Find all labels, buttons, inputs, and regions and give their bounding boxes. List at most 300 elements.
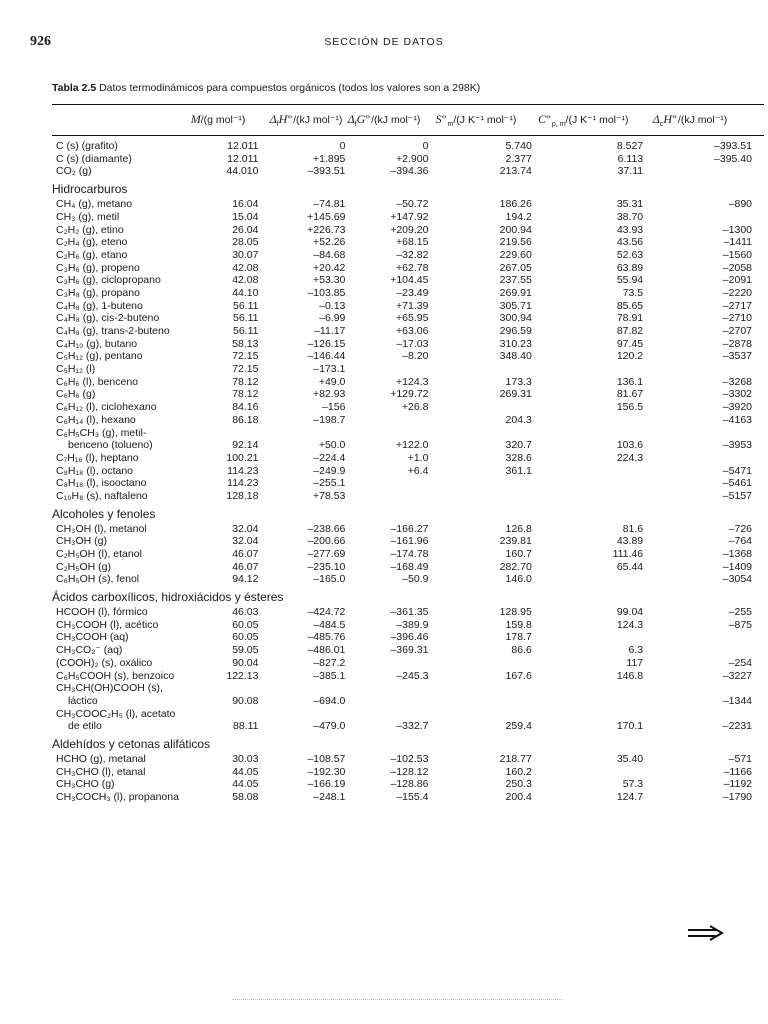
cell-fh: +226.73 [307,223,346,236]
compound-name: CH₃CHO (l), etanal [56,765,146,778]
cell-fh: –224.4 [313,451,346,464]
cell-fg: +68.15 [396,236,429,249]
cell-fh: –486.01 [307,644,346,657]
cell-s: 305.71 [499,299,532,312]
cell-m [188,426,275,439]
table-row [52,573,764,586]
cell-fg: –369.31 [390,644,429,657]
cell-fg: +122.0 [396,439,429,452]
cell-s: 204.3 [505,413,532,426]
cell-fh: +82.93 [312,388,346,401]
cell-fg [357,414,450,427]
cell-m: 42.08 [232,261,259,274]
cell-fg: –394.36 [390,165,429,178]
cell-s: 160.7 [505,548,532,561]
cell-ch: –5461 [722,477,752,490]
cell-cp: 35.31 [616,198,644,211]
table-row [52,791,764,804]
cell-fg [357,682,450,695]
cell-s: 186.26 [499,198,532,211]
cell-s [450,708,571,721]
cell-m [188,682,275,695]
cell-s: 296.59 [499,325,532,338]
cell-fg [357,490,450,503]
cell-fh: +53.30 [312,274,346,287]
right-double-arrow-icon [688,925,724,941]
cell-m: 92.14 [232,439,259,452]
cell-ch [691,452,764,465]
cell-cp [572,477,691,490]
cell-cp: 103.6 [616,439,644,452]
cell-cp: 38.70 [616,210,644,223]
cell-cp: 73.5 [622,286,644,299]
cell-ch: –571 [728,752,752,765]
cell-ch: –2220 [722,286,752,299]
cell-m: 32.04 [232,535,259,548]
cell-ch: –1300 [722,223,752,236]
compound-name: C₂H₄ (g), eteno [56,236,128,249]
cell-ch [691,165,764,178]
cell-fh: –84.68 [313,248,346,261]
cell-ch: –1344 [722,694,752,707]
table-row [52,778,764,791]
cell-fg: –17.03 [396,337,429,350]
compound-name: C₂H₂ (g), etino [56,223,124,236]
cell-m: 30.03 [232,752,259,765]
cell-cp [572,708,691,721]
cell-fg [357,695,450,708]
cell-fh: –200.66 [307,535,346,548]
compound-name: C₄H₈ (g), trans-2-buteno [56,325,170,338]
cell-fh: +49.0 [318,375,346,388]
cell-fg: +147.92 [390,210,429,223]
cell-fh: –126.15 [307,337,346,350]
cell-fg: –166.27 [390,522,429,535]
cell-fh [274,426,357,439]
table-label: Tabla 2.5 [52,82,97,94]
cell-s: 269.31 [499,388,532,401]
compound-name: CH₄ (g), metano [56,198,133,211]
cell-cp: 43.89 [616,535,644,548]
table-row [52,490,764,503]
cell-s: 259.4 [505,720,532,733]
compound-name: CH₃OH (l), metanol [56,522,147,535]
cell-fg: +209.20 [390,223,429,236]
cell-m: 44.010 [226,165,259,178]
cell-ch: –726 [728,522,752,535]
cell-fh: –6.99 [319,312,346,325]
cell-cp: 97.45 [616,337,644,350]
cell-cp: 81.6 [622,522,644,535]
cell-cp: 78.91 [616,312,644,325]
cell-cp: 43.56 [616,236,644,249]
cell-fg [357,708,450,721]
cell-ch: –5157 [722,489,752,502]
compound-name: CH₃COCH₃ (l), propanona [56,791,179,804]
table-top-rule [52,104,764,105]
table-row [52,388,764,401]
cell-cp: 156.5 [616,401,644,414]
header-heat-capacity: $C^⦵_{p, m}/(J$ K⁻¹ mol⁻¹) [538,112,629,129]
cell-m: 94.12 [232,573,259,586]
table-row [52,682,764,695]
group-heading: Aldehídos y cetonas alifáticos [52,736,211,751]
cell-fh: –277.69 [307,548,346,561]
cell-s: 229.60 [499,248,532,261]
cell-m: 100.21 [226,451,259,464]
cell-fg: +26.8 [401,401,429,414]
compound-name: C₆H₁₂ (l), ciclohexano [56,401,157,414]
cell-fh: –173.1 [313,363,346,376]
cell-s [450,477,571,490]
cell-m: 42.08 [232,274,259,287]
cell-cp [572,465,691,478]
cell-s: 160.2 [505,765,532,778]
cell-fg [357,426,450,439]
cell-m: 90.04 [232,656,259,669]
cell-fh: –827.2 [313,656,346,669]
compound-name: C₆H₆ (l), benceno [56,375,139,388]
compound-name: C₅H₁₂ (g), pentano [56,350,143,363]
cell-m: 30.07 [232,248,259,261]
table-row [52,325,764,338]
cell-m: 88.11 [232,720,259,733]
cell-m: 58.08 [232,791,259,804]
cell-m: 46.07 [232,548,259,561]
cell-fh: –103.85 [307,286,346,299]
compound-name: C₂H₅OH (l), etanol [56,548,142,561]
cell-s: 300.94 [499,312,532,325]
table-row [52,766,764,779]
table-row [52,452,764,465]
cell-fh: –156 [322,401,346,414]
compound-name: C₃H₆ (g), ciclopropano [56,274,161,287]
compound-name: CH₃ (g), metil [56,210,120,223]
header-gibbs-formation: $\Delta_fG^⦵/(kJ$ mol⁻¹) [347,112,421,129]
cell-m: 90.08 [232,694,259,707]
cell-fh: –198.7 [313,413,346,426]
cell-fh: +1.895 [312,152,346,165]
cell-s: 194.2 [505,210,532,223]
cell-m: 122.13 [226,669,259,682]
cell-cp [572,490,691,503]
cell-fg [357,363,450,376]
header-entropy: $S^⦵_m/(J$ K⁻¹ mol⁻¹) [435,112,517,129]
cell-cp: 37.11 [617,165,644,178]
cell-s: 239.81 [499,535,532,548]
cell-m: 72.15 [232,363,259,376]
cell-s: 173.3 [505,375,532,388]
cell-fg: –128.86 [390,778,429,791]
header-enthalpy-formation: $\Delta_fH^⦵/(kJ$ mol⁻¹) [269,112,343,129]
table-row [52,439,764,452]
cell-ch: –890 [728,198,752,211]
compound-name: C₆H₅OH (s), fenol [56,573,140,586]
cell-m: 56.11 [232,299,259,312]
cell-ch: –3920 [722,401,752,414]
cell-fg: –361.35 [390,606,429,619]
table-row [52,363,764,376]
cell-cp [572,426,691,439]
thermo-data-table [52,140,764,804]
cell-s: 310.23 [499,337,532,350]
cell-ch: –1790 [722,791,752,804]
cell-s: 128.95 [499,606,532,619]
table-row [52,619,764,632]
cell-s: 200.4 [505,791,532,804]
cell-fh: –235.10 [307,560,346,573]
compound-name: C₁₀H₈ (s), naftaleno [56,489,148,502]
cell-s: 218.77 [499,752,532,765]
cell-m: 46.03 [232,606,259,619]
cell-fg: +63.06 [396,325,429,338]
cell-m: 114.23 [227,464,259,477]
compound-name: C₈H₁₈ (l), octano [56,464,134,477]
cell-fg: –8.20 [402,350,429,363]
cell-fg: –168.49 [390,560,429,573]
table-row [52,477,764,490]
cell-s [450,490,571,503]
cell-s: 146.0 [505,573,532,586]
table-header-rule [52,135,764,136]
cell-s: 159.8 [505,618,532,631]
compound-name: C₄H₁₀ (g), butano [56,337,138,350]
table-row [52,561,764,574]
cell-s: 328.6 [505,451,532,464]
table-caption-text: Datos termodinámicos para compuestos orgánicos (todos los valores son a 298K) [99,82,481,94]
cell-fh: +78.53 [312,489,346,502]
cell-m: 44.10 [232,286,259,299]
compound-name: HCHO (g), metanal [56,752,146,765]
cell-ch: –393.51 [714,140,752,153]
cell-s: 250.3 [505,778,532,791]
cell-ch: –395.40 [714,152,752,165]
cell-fh: –484.5 [313,618,346,631]
cell-s [450,682,571,695]
cell-s [450,363,571,376]
cell-s: 237.55 [499,274,532,287]
page-number: 926 [30,34,51,49]
compound-name: CH₃OH (g) [56,535,107,548]
table-row [52,708,764,721]
compound-name: CH₃CH(OH)COOH (s), [56,682,163,695]
compound-name: C₂H₆ (g), etano [56,248,128,261]
cell-cp [572,631,691,644]
compound-name: C₆H₁₄ (l), hexano [56,413,136,426]
cell-cp: 35.40 [616,752,644,765]
header-molar-mass: M/(g mol⁻¹) [190,112,246,126]
cell-fg [357,477,450,490]
cell-s: 2.377 [505,152,532,165]
cell-s: 167.6 [505,669,532,682]
cell-fh: –165.0 [313,573,346,586]
compound-name: benceno (tolueno) [68,439,153,452]
cell-cp: 63.89 [616,261,644,274]
cell-ch: –2710 [722,312,752,325]
compound-name: CH₃COOC₂H₅ (l), acetato [56,707,176,720]
cell-cp: 124.3 [616,618,644,631]
cell-cp: 6.113 [617,152,644,165]
cell-s: 267.05 [499,261,532,274]
cell-fg: –50.9 [402,573,429,586]
cell-ch: –2707 [722,325,752,338]
cell-m: 56.11 [232,325,259,338]
group-heading: Ácidos carboxílicos, hidroxiácidos y ésteres [52,590,284,604]
cell-cp: 136.1 [616,375,644,388]
cell-fh: –485.76 [307,631,346,644]
compound-name: CH₃CO₂⁻ (aq) [56,644,123,657]
cell-m: 44.05 [232,765,259,778]
cell-cp [572,682,691,695]
cell-ch [691,644,764,657]
cell-fh: –0.13 [319,299,346,312]
cell-ch [691,631,764,644]
cell-s: 126.8 [505,522,532,535]
cell-cp [572,363,691,376]
table-row [52,631,764,644]
cell-fg: +104.45 [390,274,429,287]
cell-fh: –74.81 [313,198,346,211]
cell-fg: –128.12 [390,765,429,778]
cell-ch: –3054 [722,573,752,586]
cell-ch: –875 [728,618,752,631]
table-group-heading [52,178,764,198]
cell-m: 28.05 [232,236,259,249]
cell-m: 128.18 [226,489,259,502]
cell-m: 56.11 [232,312,259,325]
cell-m: 16.04 [232,198,259,211]
cell-fh: +145.69 [307,210,346,223]
compound-name: C₄H₈ (g), 1-buteno [56,299,143,312]
cell-fh: –249.9 [313,464,346,477]
cell-s: 5.740 [505,140,532,153]
footer-rule [232,999,562,1000]
cell-cp: 117 [626,656,644,669]
cell-fg: +71.39 [396,299,429,312]
cell-ch [691,708,764,721]
compound-name: (COOH)₂ (s), oxálico [56,656,153,669]
cell-cp: 224.3 [616,451,644,464]
cell-fh: +52.26 [312,236,346,249]
cell-cp: 6.3 [628,644,644,657]
cell-fg: +6.4 [407,464,429,477]
cell-fg: +124.3 [396,375,429,388]
cell-fh: –166.19 [307,778,346,791]
table-row [52,287,764,300]
table-row [52,274,764,287]
cell-ch [691,682,764,695]
compound-name: HCOOH (l), fórmico [56,606,148,619]
cell-fh: –385.1 [313,669,346,682]
cell-cp: 170.1 [616,720,644,733]
compound-name: CH₃CHO (g) [56,778,115,791]
compound-name: láctico [68,694,98,707]
cell-ch: –1560 [722,248,752,261]
cell-m: 26.04 [232,223,259,236]
table-row [52,300,764,313]
cell-fh: +20.42 [312,261,346,274]
cell-fg: –161.96 [390,535,429,548]
table-row [52,548,764,561]
table-row [52,657,764,670]
cell-cp [572,414,691,427]
compound-name: C₅H₁₂ (l) [56,363,96,376]
table-row [52,376,764,389]
cell-m: 72.15 [232,350,259,363]
table-row [52,669,764,682]
table-row [52,414,764,427]
cell-fh: –393.51 [307,165,346,178]
table-group-heading [52,733,764,753]
cell-m: 46.07 [232,560,259,573]
cell-fg: 0 [422,140,429,153]
cell-s [450,401,571,414]
compound-name: CH₃COOH (aq) [56,631,129,644]
cell-cp: 99.04 [616,606,644,619]
cell-m: 58.13 [232,337,259,350]
table-row [52,140,764,153]
cell-ch: –2231 [722,720,752,733]
cell-s: 348.40 [499,350,532,363]
group-heading: Alcoholes y fenoles [52,506,156,521]
table-row [52,165,764,178]
cell-m: 12.011 [227,152,259,165]
cell-cp: 146.8 [616,669,644,682]
table-row [52,606,764,619]
table-row [52,338,764,351]
table-row [52,535,764,548]
cell-fh: –11.17 [314,325,346,338]
cell-s [450,426,571,439]
cell-fh: –248.1 [313,791,346,804]
cell-cp: 87.82 [616,325,644,338]
table-row [52,223,764,236]
cell-cp: 43.93 [616,223,644,236]
table-group-heading [52,586,764,606]
cell-s [450,657,571,670]
cell-ch: –3537 [722,350,752,363]
cell-fg [357,657,450,670]
cell-ch: –254 [728,656,752,669]
compound-name: de etilo [68,720,102,733]
cell-m [188,708,275,721]
table-row [52,153,764,166]
compound-name: C (s) (diamante) [56,152,132,165]
cell-fh: –238.66 [307,522,346,535]
cell-ch: –1411 [723,236,752,249]
cell-cp: 55.94 [616,274,644,287]
cell-fg: –396.46 [390,631,429,644]
cell-cp [572,573,691,586]
compound-name: C (s) (grafito) [56,140,118,153]
cell-fg: +1.0 [407,451,429,464]
compound-name: CO₂ (g) [56,165,92,178]
cell-ch: –2058 [722,261,752,274]
compound-name: CH₃COOH (l), acético [56,618,159,631]
header-enthalpy-combustion: $\Delta_cH^⦵/(kJ$ mol⁻¹) [652,112,728,129]
cell-fh: –146.44 [307,350,346,363]
cell-fg: –23.49 [396,286,429,299]
cell-fg: +2.900 [396,152,429,165]
table-row [52,401,764,414]
cell-fh: –108.57 [307,752,346,765]
cell-fh: –479.0 [313,720,346,733]
table-row [52,236,764,249]
cell-fg: –50.72 [396,198,429,211]
cell-fh: –694.0 [313,694,346,707]
compound-name: C₃H₆ (g), propeno [56,261,140,274]
table-row [52,312,764,325]
